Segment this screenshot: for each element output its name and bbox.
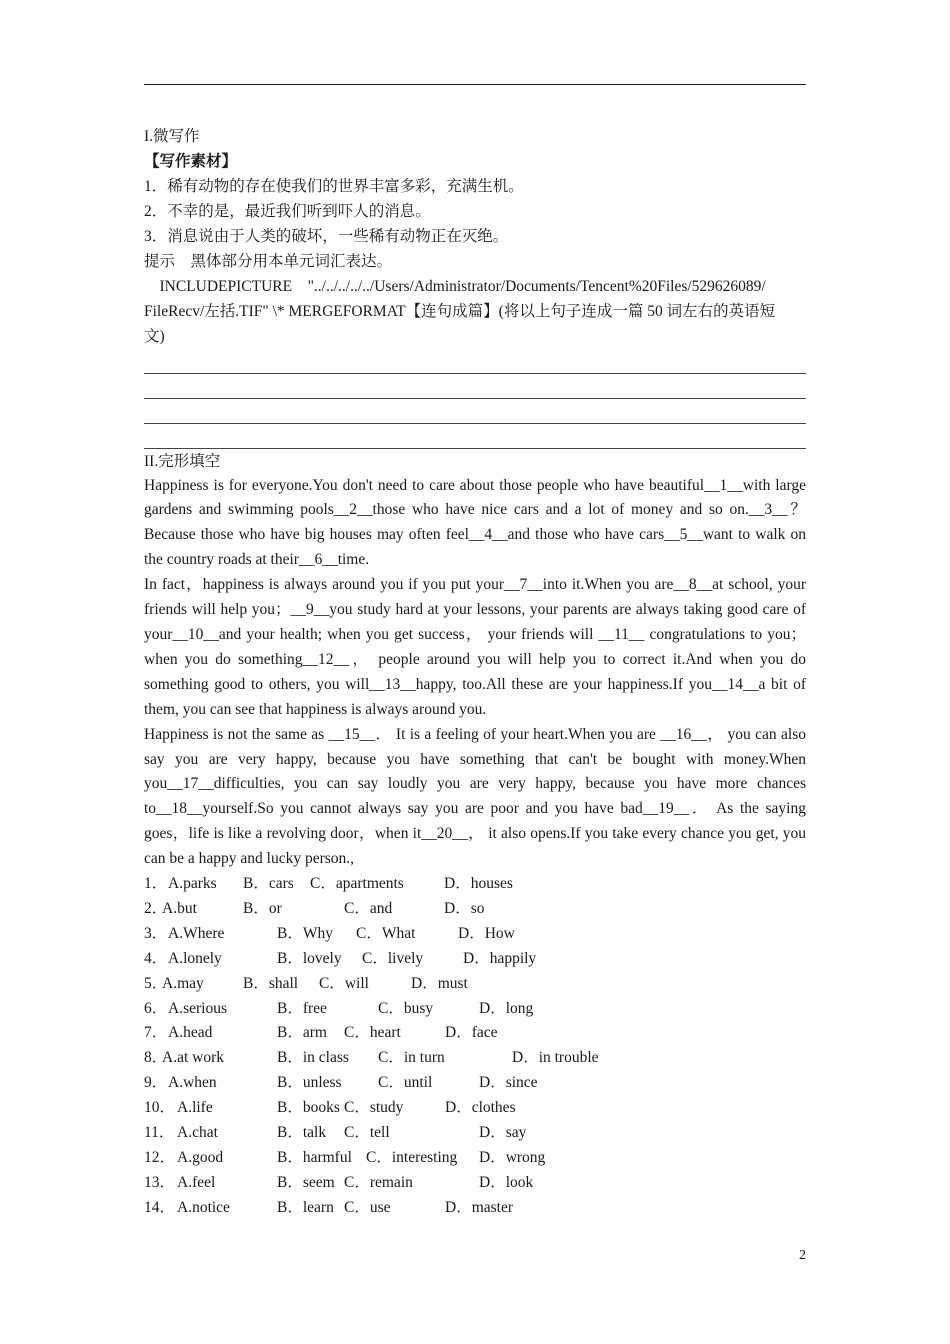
option-b[interactable]: B．cars [243,875,294,893]
option-b[interactable]: B．learn [277,1198,334,1216]
section2-heading: II.完形填空 [144,452,221,470]
include-field-line: INCLUDEPICTURE "../../../../../Users/Administrator/Documents/Tencent%20Files/529626089/ [144,278,766,295]
option-b[interactable]: B．free [277,999,327,1017]
question-number: 14． [144,1198,176,1216]
option-row-3 [144,922,806,947]
option-row-9 [144,1071,806,1096]
option-d[interactable]: D．since [479,1074,538,1092]
option-a[interactable]: A.lonely [168,949,222,967]
option-a[interactable]: A.good [177,1148,224,1166]
option-c[interactable]: C．use [344,1198,391,1216]
option-a[interactable]: A.Where [168,924,225,942]
option-b[interactable]: B．Why [277,924,333,942]
question-number: 13． [144,1173,176,1191]
option-a[interactable]: A.at work [162,1049,224,1067]
option-d[interactable]: D．clothes [445,1099,516,1117]
option-d[interactable]: D．master [445,1198,514,1216]
option-a[interactable]: A.but [162,899,197,917]
writing-line[interactable] [144,349,806,374]
option-c[interactable]: C．heart [344,1024,401,1042]
option-b[interactable]: B．arm [277,1024,327,1042]
option-d[interactable]: D．long [479,999,534,1017]
option-a[interactable]: A.when [168,1074,217,1092]
option-c[interactable]: C．study [344,1099,404,1117]
question-number: 10． [144,1099,176,1117]
option-c[interactable]: C．What [356,924,416,942]
option-d[interactable]: D．so [444,899,485,917]
writing-line[interactable] [144,374,806,399]
option-c[interactable]: C．apartments [310,875,404,893]
writing-line[interactable] [144,424,806,449]
option-a[interactable]: A.feel [177,1173,216,1191]
option-b[interactable]: B．lovely [277,949,342,967]
option-row-4 [144,947,806,972]
option-a[interactable]: A.parks [168,875,217,893]
option-b[interactable]: B．talk [277,1123,327,1141]
question-number: 11． [144,1123,175,1141]
section1-heading: I.微写作 [144,128,200,145]
option-d[interactable]: D．How [458,924,515,942]
option-row-14 [144,1196,806,1221]
question-number: 3． [144,924,168,942]
question-number: 7． [144,1024,168,1042]
option-b[interactable]: B．or [243,899,282,917]
option-c[interactable]: C．tell [344,1123,390,1141]
question-number: 9． [144,1074,168,1092]
option-b[interactable]: B．seem [277,1173,335,1191]
option-d[interactable]: D．look [479,1173,534,1191]
header-rule [144,84,806,85]
option-b[interactable]: B．unless [277,1074,342,1092]
cloze-paragraph: In fact，happiness is always around you if you put your__7__into it.When you are__8__at school, your friends will help you；__9__you study hard at your lessons, your parents are always taking good care of your__10__and your health; when you get success， your friends will __11__ congratulations to you；when you do something__12__， people around you will help you to correct it.And when you do something good to others, you will__13__happy, too.All these are your happiness.If you__14__a bit of them, you can see that happiness is always around you. [144,576,806,718]
option-c[interactable]: C．interesting [366,1148,458,1166]
writing-area[interactable] [144,349,806,449]
option-row-12 [144,1146,806,1171]
option-c[interactable]: C．will [319,974,369,992]
option-row-6 [144,997,806,1022]
document-body [144,124,806,1221]
option-d[interactable]: D．face [445,1024,498,1042]
question-number: 4． [144,949,168,967]
question-number: 8． [144,1049,168,1067]
hint-text: 提示 黑体部分用本单元词汇表达。 [144,253,393,270]
option-row-13 [144,1171,806,1196]
option-a[interactable]: A.head [168,1024,213,1042]
option-c[interactable]: C．lively [362,949,424,967]
include-field-line: FileRecv/左括.TIF" \* MERGEFORMAT【连句成篇】(将以上句子连成一篇 50 词左右的英语短 [144,303,776,320]
include-field-line: 文) [144,328,165,345]
page-number: 2 [799,1248,806,1263]
option-a[interactable]: A.serious [168,999,227,1017]
option-b[interactable]: B．shall [243,974,299,992]
option-a[interactable]: A.life [177,1099,213,1117]
material-sentence: 1．稀有动物的存在使我们的世界丰富多彩，充满生机。 [144,178,524,195]
option-c[interactable]: C．in turn [378,1049,445,1067]
option-row-1 [144,872,806,897]
option-c[interactable]: C．and [344,899,393,917]
option-row-5 [144,972,806,997]
option-d[interactable]: D．happily [463,949,537,967]
question-number: 2． [144,899,168,917]
option-b[interactable]: B．in class [277,1049,349,1067]
option-row-7 [144,1021,806,1046]
question-number: 1． [144,875,168,893]
cloze-paragraph: Happiness is for everyone.You don't need to care about those people who have beautiful__1__with large gardens and swimming pools__2__those who have nice cars and a lot of money and so on.__3__？ Because those who have big houses may often feel__4__and those who have cars__5__want to walk on the country roads at their__6__time. [144,476,806,569]
option-d[interactable]: D．in trouble [512,1049,599,1067]
option-d[interactable]: D．wrong [479,1148,546,1166]
option-c[interactable]: C．busy [378,999,434,1017]
question-number: 12． [144,1148,176,1166]
option-row-10 [144,1096,806,1121]
option-d[interactable]: D．must [411,974,468,992]
option-row-8 [144,1046,806,1071]
material-sentence: 3．消息说由于人类的破坏，一些稀有动物正在灭绝。 [144,228,509,245]
option-row-2 [144,897,806,922]
option-c[interactable]: C．until [378,1074,433,1092]
option-b[interactable]: B．books [277,1099,340,1117]
writing-line[interactable] [144,399,806,424]
option-a[interactable]: A.chat [177,1123,218,1141]
question-number: 5． [144,974,168,992]
cloze-paragraph: Happiness is not the same as __15__． It is a feeling of your heart.When you are __16__， you can also say you are very happy, because you have something that can't be bought with money.When you__17__difficulties, you can say loudly you are very happy, because you have more chances to__18__yourself.So you cannot always say you are poor and you have bad__19__． As the saying goes，life is like a revolving door，when it__20__， it also opens.If you take every chance you get, you can be a happy and lucky person., [144,725,806,868]
option-a[interactable]: A.may [162,974,204,992]
option-c[interactable]: C．remain [344,1173,413,1191]
option-row-11 [144,1121,806,1146]
option-d[interactable]: D．houses [444,875,513,893]
option-d[interactable]: D．say [479,1123,527,1141]
question-number: 6． [144,999,168,1017]
option-a[interactable]: A.notice [177,1198,230,1216]
options-list [144,872,806,1220]
material-sentence: 2．不幸的是，最近我们听到吓人的消息。 [144,203,431,220]
materials-label: 【写作素材】 [144,153,238,170]
option-b[interactable]: B．harmful [277,1148,352,1166]
